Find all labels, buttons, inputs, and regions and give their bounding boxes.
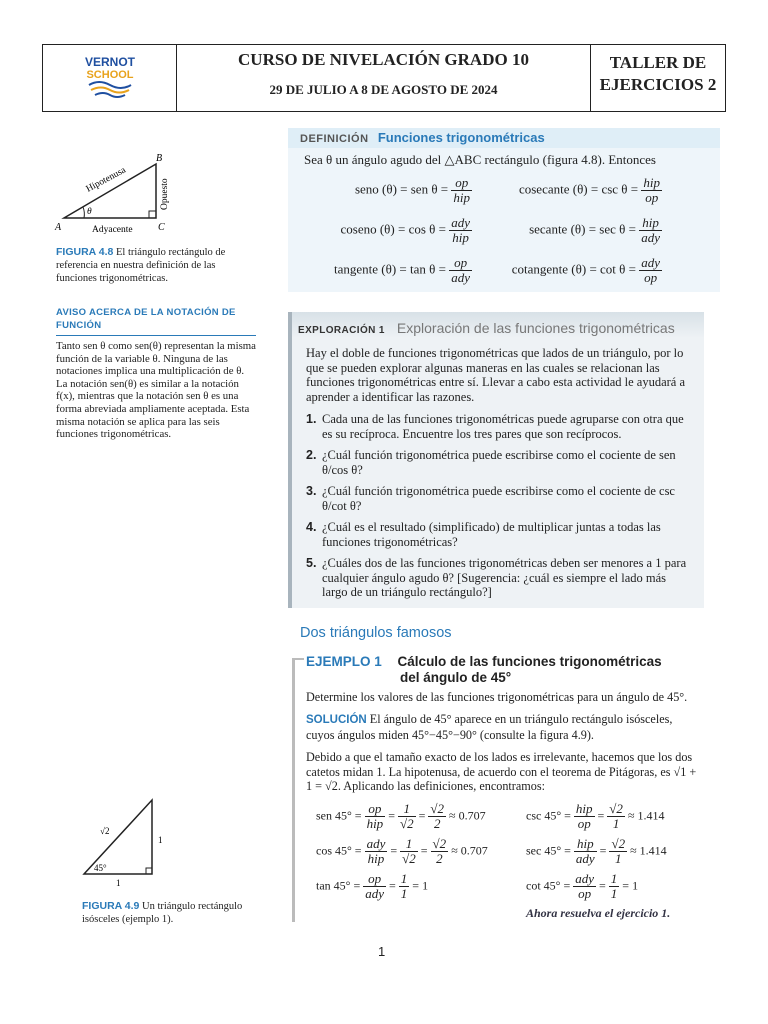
definition-row-right: cotangente (θ) = cot θ = $\frac{\text{ady}}{op}$ (511, 255, 660, 285)
example-title-line1: Cálculo de las funciones trigonométricas (397, 654, 662, 669)
fig49-side: 1 (158, 835, 163, 845)
example-label: EJEMPLO 1 (306, 654, 382, 669)
now-solve-note: Ahora resuelva el ejercicio 1. (526, 906, 671, 920)
definition-row-left: seno (θ) = sen θ = $\frac{op}{\text{hip}}$ (354, 175, 470, 205)
definition-label: DEFINICIÓN (300, 133, 369, 145)
definition-intro: Sea θ un ángulo agudo del △ABC rectángulo (figura 4.8). Entonces (304, 152, 656, 167)
figure-4-9-caption (82, 900, 272, 926)
figure-4-8-triangle (50, 150, 190, 236)
calc-row: csc 45° = $\frac{\text{hip}}{op}$ = $\frac{√2}{1}$ ≈ 1.414 (526, 801, 665, 831)
calc-fraction: $\frac{√2}{2}$ (432, 836, 447, 866)
definition-title: Funciones trigonométricas (377, 130, 545, 145)
definition-box (288, 128, 720, 292)
calc-fraction: $\frac{op}{\text{ady}}$ (365, 871, 385, 901)
definition-row-left: coseno (θ) = cos θ = $\frac{\text{ady}}{\text{hip}}$ (340, 215, 470, 245)
definition-row-right: secante (θ) = sec θ = $\frac{\text{hip}}{\text{ady}}$ (529, 215, 660, 245)
aviso-title: AVISO ACERCA DE LA NOTACIÓN DE FUNCIÓN (56, 307, 236, 331)
calc-row: sen 45° = $\frac{op}{\text{hip}}$ = $\frac{1}{√2}$ = $\frac{√2}{2}$ ≈ 0.707 (316, 801, 486, 831)
course-dates: 29 DE JULIO A 8 DE AGOSTO DE 2024 (269, 82, 498, 97)
course-cell (177, 45, 591, 111)
calc-fraction: $\frac{√2}{2}$ (430, 801, 445, 831)
logo-cell (43, 45, 177, 111)
def-right-fraction: $\frac{\text{hip}}{\text{ady}}$ (641, 215, 660, 245)
course-title: CURSO DE NIVELACIÓN GRADO 10 (238, 50, 529, 69)
calc-fraction: $\frac{√2}{1}$ (609, 801, 623, 831)
figure-4-8-label: FIGURA 4.8 (56, 246, 114, 258)
example-solution (306, 712, 700, 742)
definition-row-right: cosecante (θ) = csc θ = $\frac{\text{hip}}{op}$ (518, 175, 660, 205)
example-title-line2: del ángulo de 45° (400, 670, 512, 685)
page-number: 1 (378, 944, 386, 959)
calc-row: cot 45° = $\frac{\text{ady}}{op}$ = $\frac{1}{1}$ = 1 (526, 871, 639, 901)
calc-fraction: $\frac{1}{1}$ (610, 871, 618, 901)
section-title: Dos triángulos famosos (300, 625, 452, 641)
label-opposite: Opuesto (160, 178, 170, 210)
example-bracket-top (292, 658, 304, 660)
figure-4-9-triangle (76, 794, 176, 890)
workshop-line1: TALLER DE (609, 53, 707, 72)
aviso-text: Tanto sen θ como sen(θ) representan la misma función de la variable θ. Ninguna de las notaciones implica una multiplicación de θ. La notación sen(θ) es similar a la notación f(x), mientras que la notación sen θ es una forma abreviada ampliamente aceptada. Esta misma notación se aplica para las seis funciones trigonométricas. (56, 340, 256, 441)
exploration-title: Exploración de las funciones trigonométricas (396, 320, 675, 336)
example-header (306, 654, 662, 686)
fig49-hyp: √2 (100, 826, 110, 836)
example-paragraph-2: Debido a que el tamaño exacto de los lados es irrelevante, hacemos que los dos catetos midan 1. La hipotenusa, de acuerdo con el teorema de Pitágoras, es √1 + 1 = √2. Aplicando las definiciones, encontramos: (306, 750, 697, 793)
exploration-question: 1. Cada una de las funciones trigonométricas puede agruparse con otra que es su recíproca. Encuentre los tres pares que son recíprocos. (306, 412, 684, 441)
example-prompt: Determine los valores de las funciones trigonométricas para un ángulo de 45°. (306, 690, 688, 704)
header-table (42, 44, 726, 112)
label-theta: θ (87, 207, 92, 217)
calc-fraction: $\frac{√2}{1}$ (611, 836, 626, 866)
vertex-a: A (55, 222, 62, 233)
definition-row-left: tangente (θ) = tan θ = $\frac{op}{\text{ady}}$ (334, 255, 470, 285)
exploration-question: 4. ¿Cuál es el resultado (simplificado) de multiplicar juntas a todas las funciones trigonométricas? (306, 520, 661, 549)
logo-line2: SCHOOL (86, 69, 134, 81)
school-logo (43, 45, 177, 111)
calc-fraction: $\frac{1}{√2}$ (402, 836, 416, 866)
exploration-question: 2. ¿Cuál función trigonométrica puede escribirse como el cociente de sen θ/cos θ? (306, 448, 676, 477)
def-right-fraction: $\frac{\text{ady}}{op}$ (641, 255, 660, 285)
exploration-header (292, 312, 704, 338)
solution-label: SOLUCIÓN (306, 714, 367, 726)
exploration-intro: Hay el doble de funciones trigonométricas que lados de un triángulo, por lo que se pueden explorar algunas maneras en las cuales se relacionan las funciones trigonométricas entre sí. Llevar a cabo esta actividad le ayudará a aprender a identificar las razones. (306, 346, 685, 404)
calc-row: sec 45° = $\frac{\text{hip}}{\text{ady}}$ = $\frac{√2}{1}$ ≈ 1.414 (526, 836, 667, 866)
solution-text: El ángulo de 45° aparece en un triángulo rectángulo isósceles, cuyos ángulos miden 45°−45°−90° (consulte la figura 4.9). (306, 712, 673, 742)
label-hypotenuse: Hipotenusa (84, 165, 128, 195)
vertex-c: C (158, 222, 165, 233)
calc-fraction: $\frac{\text{hip}}{op}$ (575, 801, 593, 831)
figure-4-9-label: FIGURA 4.9 (82, 900, 140, 912)
exploration-label: EXPLORACIÓN 1 (298, 325, 385, 336)
figure-4-9-text: Un triángulo rectángulo isósceles (ejemplo 1). (82, 901, 243, 925)
exploration-box (288, 312, 704, 608)
label-adjacent: Adyacente (92, 225, 133, 235)
example-bracket (292, 658, 295, 922)
workshop-cell (591, 45, 725, 111)
workshop-line2: EJERCICIOS 2 (599, 75, 717, 94)
figure-4-8-text: El triángulo rectángulo de referencia en nuestra definición de las funciones trigonométricas. (56, 247, 226, 284)
figure-4-8-caption (56, 246, 256, 285)
calc-row: cos 45° = $\frac{\text{ady}}{\text{hip}}$ = $\frac{1}{√2}$ = $\frac{√2}{2}$ ≈ 0.707 (316, 836, 488, 866)
calc-fraction: $\frac{\text{ady}}{op}$ (575, 871, 595, 901)
def-left-fraction: $\frac{op}{\text{hip}}$ (453, 175, 470, 205)
vertex-b: B (156, 153, 163, 164)
logo-line1: VERNOT (84, 55, 136, 69)
def-right-fraction: $\frac{\text{hip}}{op}$ (643, 175, 660, 205)
calc-row: tan 45° = $\frac{op}{\text{ady}}$ = $\frac{1}{1}$ = 1 (316, 871, 429, 901)
calc-fraction: $\frac{1}{1}$ (400, 871, 408, 901)
exploration-question: 5. ¿Cuáles dos de las funciones trigonométricas deben ser menores a 1 para cualquier ángulo agudo θ? [Sugerencia: ¿cuál es siempre el lado más largo de un triángulo rectángulo?] (306, 556, 687, 599)
calc-fraction: $\frac{\text{ady}}{\text{hip}}$ (366, 836, 386, 866)
aviso-box (56, 306, 256, 441)
calc-fraction: $\frac{\text{hip}}{\text{ady}}$ (575, 836, 595, 866)
def-left-fraction: $\frac{op}{\text{ady}}$ (451, 255, 470, 285)
fig49-base: 1 (116, 878, 121, 888)
calc-fraction: $\frac{1}{√2}$ (399, 801, 414, 831)
exploration-question: 3. ¿Cuál función trigonométrica puede escribirse como el cociente de csc θ/cot θ? (306, 484, 675, 513)
definition-header (288, 128, 720, 148)
calc-fraction: $\frac{op}{\text{hip}}$ (366, 801, 384, 831)
aviso-divider (56, 335, 256, 336)
def-left-fraction: $\frac{\text{ady}}{\text{hip}}$ (451, 215, 470, 245)
exploration-questions (306, 412, 690, 600)
fig49-angle: 45° (94, 863, 107, 873)
